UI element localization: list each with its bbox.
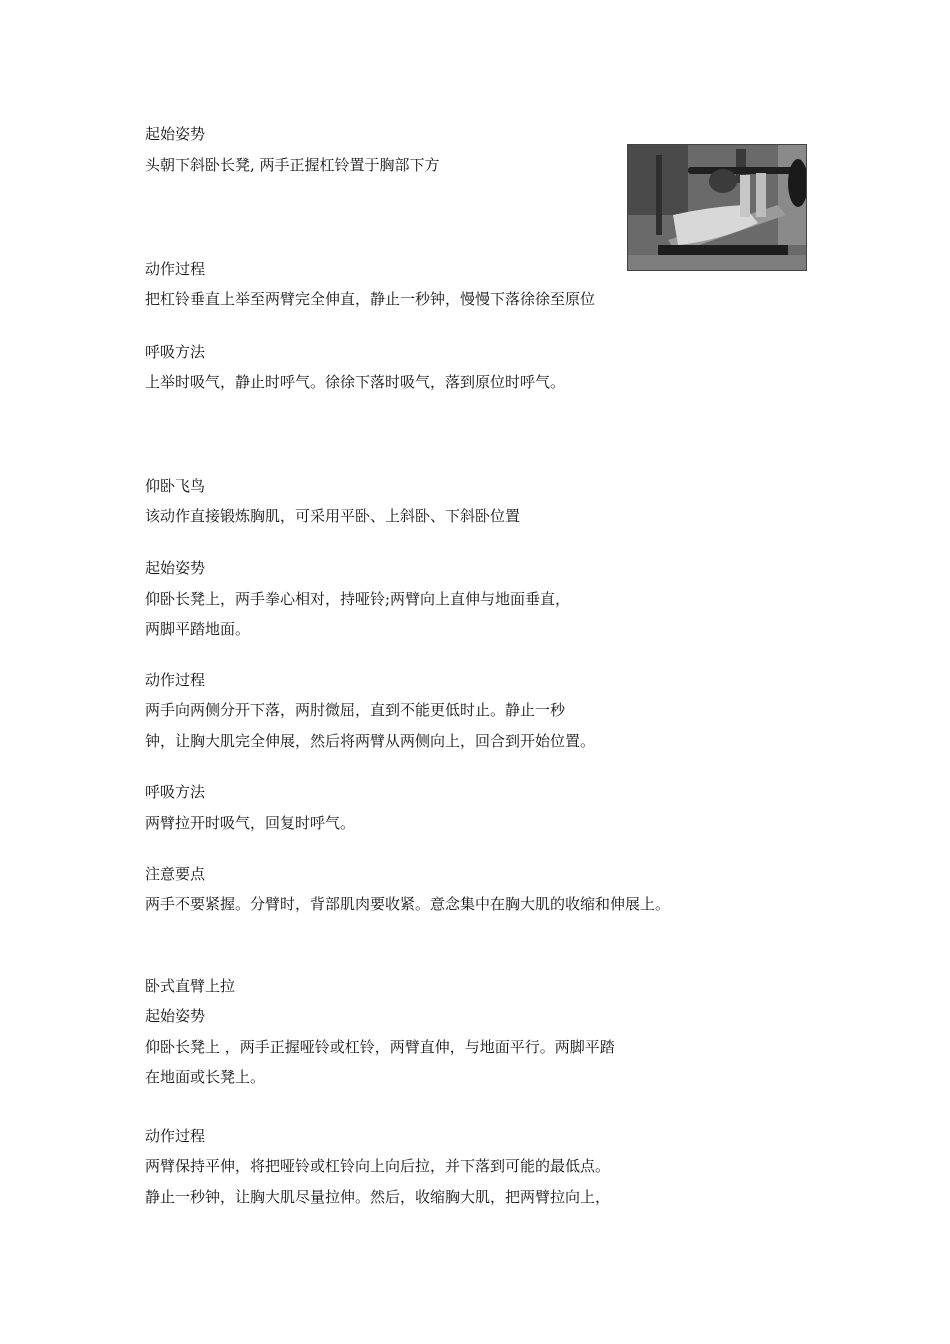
s3-title: 卧式直臂上拉 (145, 977, 236, 995)
s2-start-heading: 起始姿势 (145, 559, 206, 577)
s3-process-line-2: 静止一秒钟，让胸大肌尽量拉伸。然后，收缩胸大肌，把两臂拉向上， (145, 1188, 611, 1206)
s2-breath-text: 两臂拉开时吸气，回复时呼气。 (145, 814, 356, 832)
s2-notes-heading: 注意要点 (145, 865, 206, 883)
s1-process-text: 把杠铃垂直上举至两臂完全伸直，静止一秒钟，慢慢下落徐徐至原位 (145, 290, 596, 308)
s1-start-heading: 起始姿势 (145, 125, 206, 143)
s2-breath-heading: 呼吸方法 (145, 783, 206, 801)
decline-bench-press-photo (627, 144, 807, 271)
s3-start-line-1: 仰卧长凳上 ，两手正握哑铃或杠铃，两臂直伸，与地面平行。两脚平踏 (145, 1038, 615, 1056)
s2-title: 仰卧飞鸟 (145, 477, 206, 495)
s3-start-line-2: 在地面或长凳上。 (145, 1068, 266, 1086)
s2-process-line-2: 钟，让胸大肌完全伸展，然后将两臂从两侧向上，回合到开始位置。 (145, 732, 596, 750)
s1-process-heading: 动作过程 (145, 260, 206, 278)
s2-intro: 该动作直接锻炼胸肌，可采用平卧、上斜卧、下斜卧位置 (145, 507, 521, 525)
s3-process-heading: 动作过程 (145, 1127, 206, 1145)
s2-start-line-2: 两脚平踏地面。 (145, 620, 251, 638)
s3-process-line-1: 两臂保持平伸，将把哑铃或杠铃向上向后拉，并下落到可能的最低点。 (145, 1157, 611, 1175)
s2-process-line-1: 两手向两侧分开下落，两肘微屈，直到不能更低时止。静止一秒 (145, 701, 566, 719)
s2-process-heading: 动作过程 (145, 671, 206, 689)
s1-breath-heading: 呼吸方法 (145, 343, 206, 361)
s2-start-line-1: 仰卧长凳上，两手拳心相对，持哑铃;两臂向上直伸与地面垂直， (145, 590, 571, 608)
s3-start-heading: 起始姿势 (145, 1007, 206, 1025)
s1-breath-text: 上举时吸气，静止时呼气。徐徐下落时吸气，落到原位时呼气。 (145, 373, 566, 391)
s1-start-text: 头朝下斜卧长凳, 两手正握杠铃置于胸部下方 (145, 156, 440, 174)
s2-notes-text: 两手不要紧握。分臂时，背部肌肉要收紧。意念集中在胸大肌的收缩和伸展上。 (145, 895, 671, 913)
